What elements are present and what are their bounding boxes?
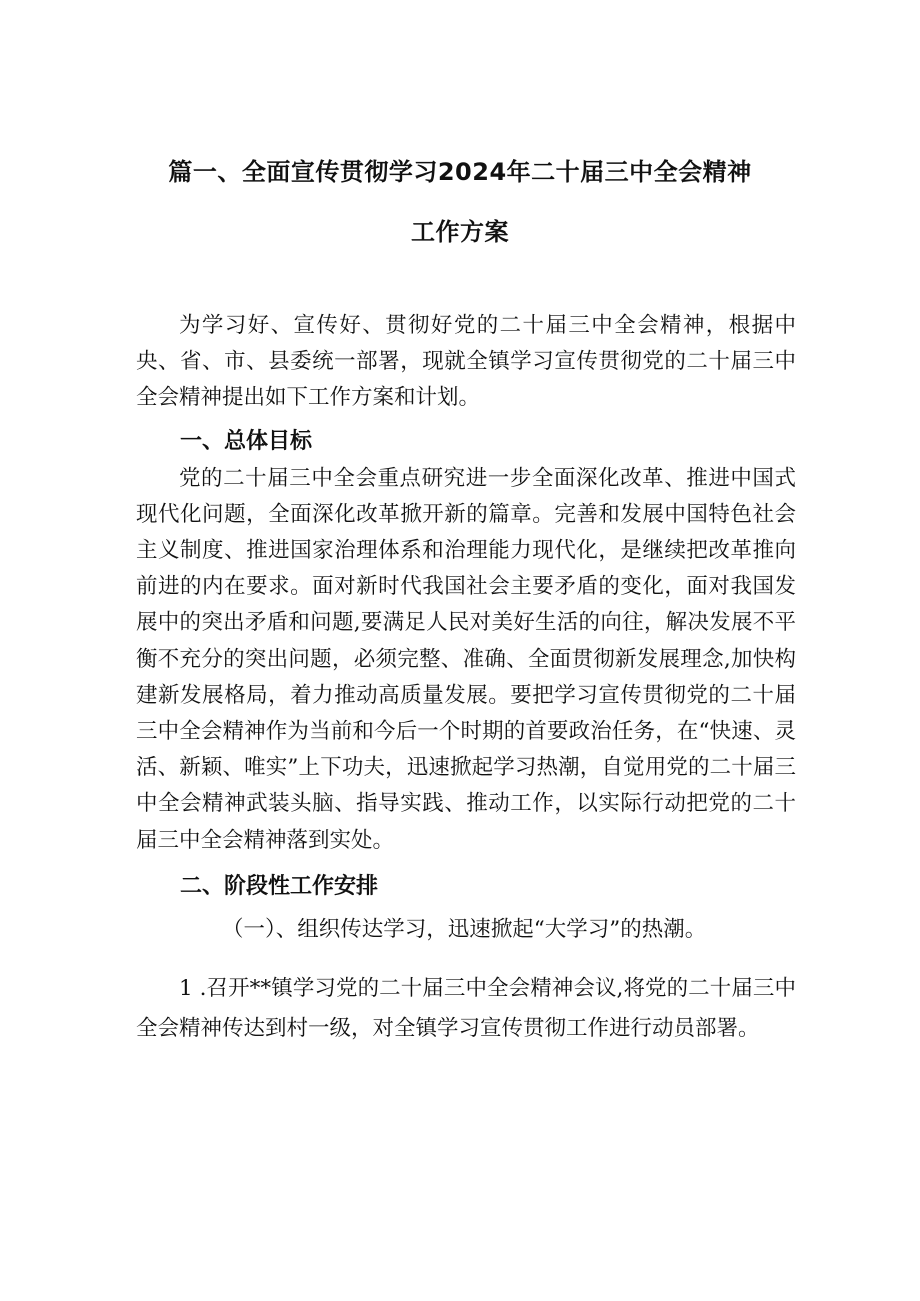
document-title-line-1: 篇一、全面宣传贯彻学习2024年二十届三中全会精神 bbox=[168, 158, 752, 186]
document-body bbox=[136, 308, 796, 1049]
section-2-subheading-1: （一）、组织传达学习，迅速掀起“大学习”的热潮。 bbox=[222, 916, 707, 942]
section-2-item-1: 1 .召开**镇学习党的二十届三中全会精神会议,将党的二十届三中全会精神传达到村一级，对全镇学习宣传贯彻工作进行动员部署。 bbox=[136, 975, 796, 1041]
section-2-heading: 二、阶段性工作安排 bbox=[180, 873, 379, 899]
intro-paragraph: 为学习好、宣传好、贯彻好党的二十届三中全会精神，根据中央、省、市、县委统一部署，现就全镇学习宣传贯彻党的二十届三中全会精神提出如下工作方案和计划。 bbox=[136, 313, 796, 411]
document-title-line-2: 工作方案 bbox=[411, 218, 509, 246]
section-1-heading: 一、总体目标 bbox=[180, 428, 313, 454]
section-1-paragraph: 党的二十届三中全会重点研究进一步全面深化改革、推进中国式现代化问题，全面深化改革掀开新的篇章。完善和发展中国特色社会主义制度、推进国家治理体系和治理能力现代化，是继续把改革推向前进的内在要求。面对新时代我国社会主要矛盾的变化，面对我国发展中的突出矛盾和问题,要满足人民对美好生活的向往，解决发展不平衡不充分的突出问题，必须完整、准确、全面贯彻新发展理念,加快构建新发展格局，着力推动高质量发展。要把学习宣传贯彻党的二十届三中全会精神作为当前和今后一个时期的首要政治任务，在“快速、灵活、新颖、唯实”上下功夫，迅速掀起学习热潮，自觉用党的二十届三中全会精神武装头脑、指导实践、推动工作，以实际行动把党的二十届三中全会精神落到实处。 bbox=[136, 465, 796, 853]
